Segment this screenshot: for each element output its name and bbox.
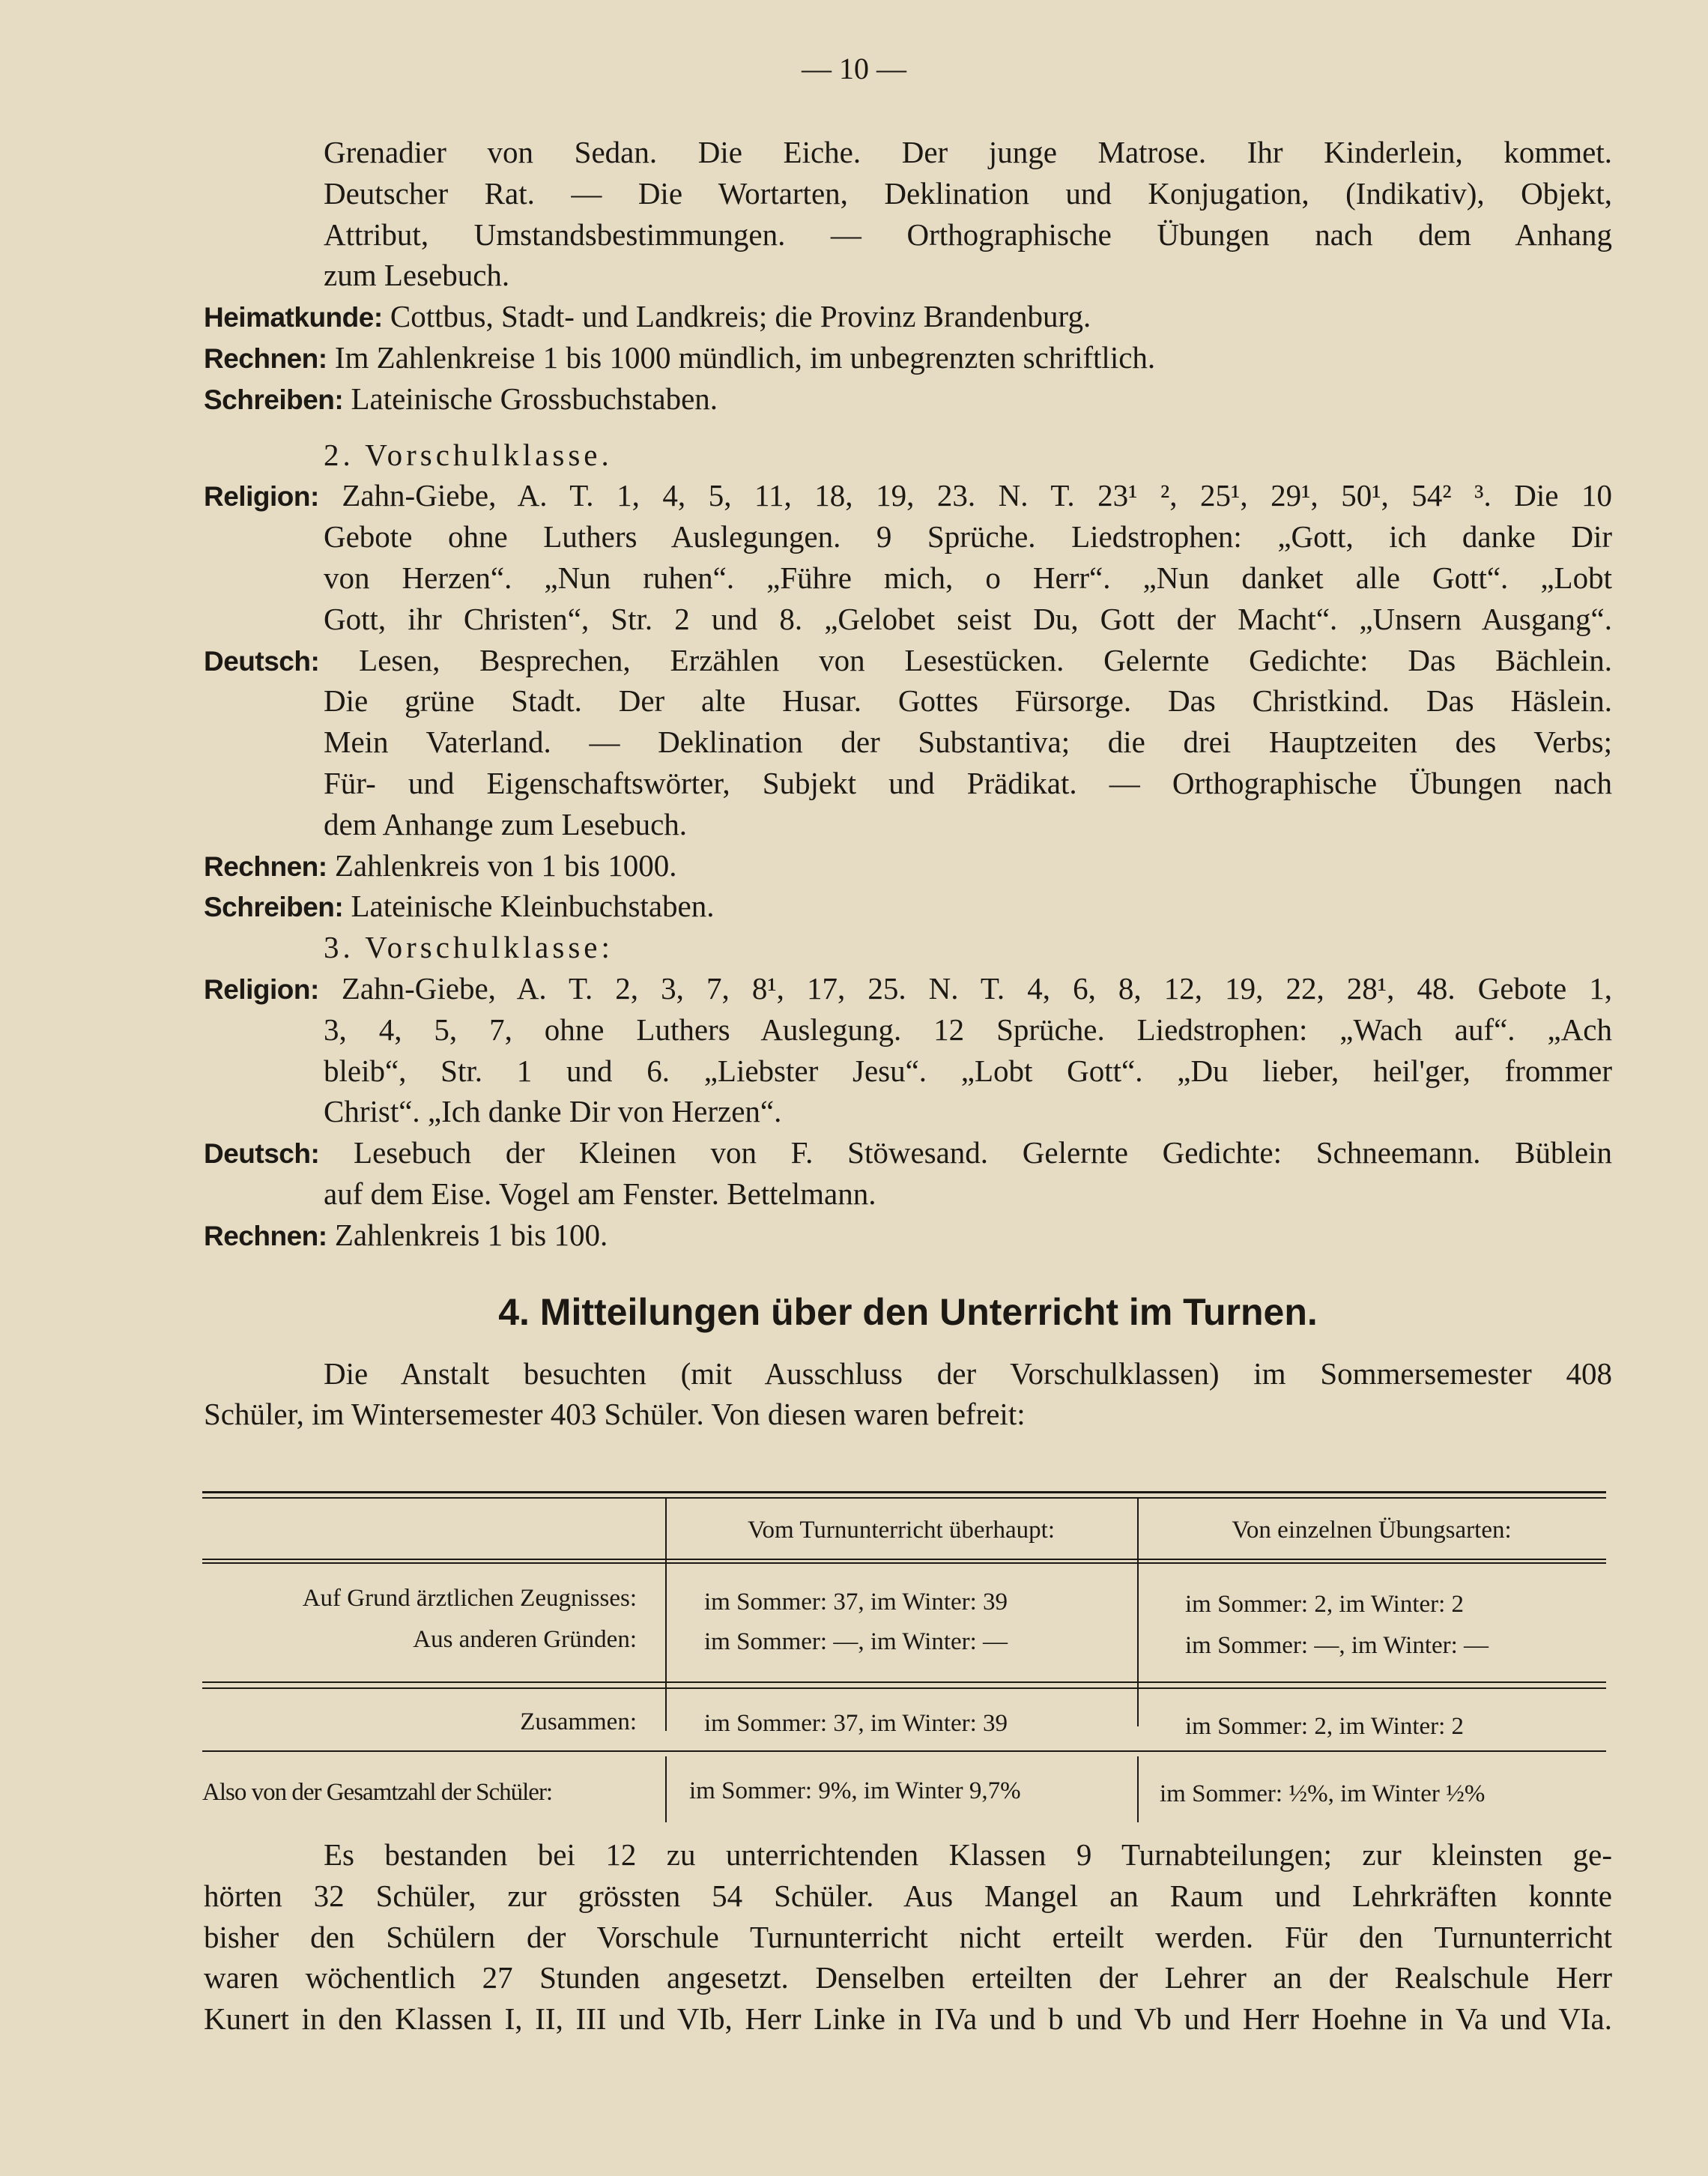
- text-line: Mein Vaterland. — Deklination der Substantiva; die drei Hauptzeiten des Verbs;: [324, 725, 1612, 760]
- subject-line: Rechnen: Zahlenkreis 1 bis 100.: [204, 1215, 1612, 1256]
- subject-line: Religion: Zahn-Giebe, A. T. 1, 4, 5, 11, 18, 19, 23. N. T. 23¹ ², 25¹, 29¹, 50¹, 54² ³. Die 10: [204, 475, 1612, 516]
- subject-label: Rechnen:: [204, 342, 327, 374]
- text-line: Gott, ihr Christen“, Str. 2 und 8. „Gelobet seist Du, Gott der Macht“. „Unsern Ausgang“.: [324, 601, 1612, 636]
- subject-label: Schreiben:: [204, 384, 344, 415]
- cell-overall: im Sommer: 37, im Winter: 39: [704, 1589, 1008, 1616]
- col-header-overall: Vom Turnunterricht überhaupt:: [747, 1517, 1056, 1544]
- row-label: Aus anderen Gründen:: [413, 1626, 637, 1653]
- cell-overall: im Sommer: 9%, im Winter 9,7%: [689, 1777, 1021, 1804]
- closing-line: hörten 32 Schüler, zur grössten 54 Schüler. Aus Mangel an Raum und Lehrkräften konnte: [204, 1878, 1612, 1913]
- closing-line: Kunert in den Klassen I, II, III und VIb, Herr Linke in IVa und b und Vb und Herr Hoehne in Va und VIa.: [204, 2001, 1612, 2037]
- subject-label: Deutsch:: [204, 1138, 320, 1170]
- class-heading: 2. Vorschulklasse.: [324, 437, 613, 472]
- closing-line: Es bestanden bei 12 zu unterrichtenden Klassen 9 Turnabteilungen; zur kleinsten ge-: [324, 1837, 1612, 1872]
- intro-line: Schüler, im Wintersemester 403 Schüler. Von diesen waren befreit:: [204, 1397, 1026, 1432]
- text-line: Attribut, Umstandsbestimmungen. — Orthographische Übungen nach dem Anhang: [324, 217, 1612, 252]
- subject-label: Rechnen:: [204, 850, 327, 882]
- text-line: Gebote ohne Luthers Auslegungen. 9 Sprüche. Liedstrophen: „Gott, ich danke Dir: [324, 519, 1612, 554]
- text-line: Deutscher Rat. — Die Wortarten, Deklination und Konjugation, (Indikativ), Objekt,: [324, 175, 1612, 211]
- curriculum-text: [204, 132, 1612, 1435]
- subject-label: Rechnen:: [204, 1220, 327, 1251]
- page-number: — 10 —: [802, 52, 906, 85]
- class-heading: 3. Vorschulklasse:: [324, 930, 614, 965]
- subject-line: Schreiben: Lateinische Kleinbuchstaben.: [204, 886, 1612, 927]
- subject-line: Deutsch: Lesen, Besprechen, Erzählen von Lesestücken. Gelernte Gedichte: Das Bächlein.: [204, 640, 1612, 681]
- cell-partial: im Sommer: ½%, im Winter ½%: [1160, 1780, 1486, 1807]
- closing-paragraph: [204, 1834, 1612, 2040]
- cell-partial: im Sommer: —, im Winter: —: [1185, 1632, 1489, 1659]
- intro-line: Die Anstalt besuchten (mit Ausschluss der Vorschulklassen) im Sommersemester 408: [324, 1356, 1612, 1391]
- subject-line: Rechnen: Zahlenkreis von 1 bis 1000.: [204, 845, 1612, 886]
- closing-line: bisher den Schülern der Vorschule Turnunterricht nicht erteilt werden. Für den Turnunterricht: [204, 1919, 1612, 1954]
- row-label: Auf Grund ärztlichen Zeugnisses:: [302, 1585, 637, 1612]
- subject-label: Schreiben:: [204, 892, 344, 923]
- subject-line: Deutsch: Lesebuch der Kleinen von F. Stöwesand. Gelernte Gedichte: Schneemann. Büblein: [204, 1132, 1612, 1173]
- cell-overall: im Sommer: —, im Winter: —: [704, 1628, 1008, 1655]
- row-label: Also von der Gesamtzahl der Schüler:: [202, 1779, 553, 1806]
- row-label: Zusammen:: [520, 1708, 637, 1735]
- subject-line: Rechnen: Im Zahlenkreise 1 bis 1000 mündlich, im unbegrenzten schriftlich.: [204, 337, 1612, 378]
- subject-label: Heimatkunde:: [204, 302, 383, 333]
- text-line: Christ“. „Ich danke Dir von Herzen“.: [324, 1094, 782, 1129]
- text-line: auf dem Eise. Vogel am Fenster. Bettelmann.: [324, 1176, 876, 1211]
- cell-overall: im Sommer: 37, im Winter: 39: [704, 1710, 1008, 1737]
- text-line: Grenadier von Sedan. Die Eiche. Der junge Matrose. Ihr Kinderlein, kommet.: [324, 135, 1612, 169]
- cell-partial: im Sommer: 2, im Winter: 2: [1185, 1713, 1465, 1740]
- cell-partial: im Sommer: 2, im Winter: 2: [1185, 1591, 1465, 1618]
- text-line: zum Lesebuch.: [324, 258, 510, 293]
- subject-line: Schreiben: Lateinische Grossbuchstaben.: [204, 378, 1612, 420]
- subject-line: Religion: Zahn-Giebe, A. T. 2, 3, 7, 8¹, 17, 25. N. T. 4, 6, 8, 12, 19, 22, 28¹, 48. Gebote 1,: [204, 968, 1612, 1009]
- closing-line: waren wöchentlich 27 Stunden angesetzt. Denselben erteilten der Lehrer an der Realschule Herr: [204, 1960, 1612, 1995]
- col-header-partial: Von einzelnen Übungsarten:: [1232, 1517, 1512, 1544]
- text-line: 3, 4, 5, 7, ohne Luthers Auslegung. 12 Sprüche. Liedstrophen: „Wach auf“. „Ach: [324, 1012, 1612, 1047]
- subject-label: Religion:: [204, 973, 319, 1005]
- subject-label: Deutsch:: [204, 645, 320, 677]
- text-line: von Herzen“. „Nun ruhen“. „Führe mich, o Herr“. „Nun danket alle Gott“. „Lobt: [324, 560, 1612, 595]
- subject-label: Religion:: [204, 481, 319, 513]
- subject-line: Heimatkunde: Cottbus, Stadt- und Landkreis; die Provinz Brandenburg.: [204, 296, 1612, 337]
- text-line: Die grüne Stadt. Der alte Husar. Gottes Fürsorge. Das Christkind. Das Häslein.: [324, 683, 1612, 719]
- text-line: bleib“, Str. 1 und 6. „Liebster Jesu“. „Lobt Gott“. „Du lieber, heil'ger, frommer: [324, 1053, 1612, 1088]
- section-heading: 4. Mitteilungen über den Unterricht im Turnen.: [498, 1290, 1318, 1333]
- text-line: dem Anhange zum Lesebuch.: [324, 806, 688, 841]
- text-line: Für- und Eigenschaftswörter, Subjekt und Prädikat. — Orthographische Übungen nach: [324, 765, 1612, 800]
